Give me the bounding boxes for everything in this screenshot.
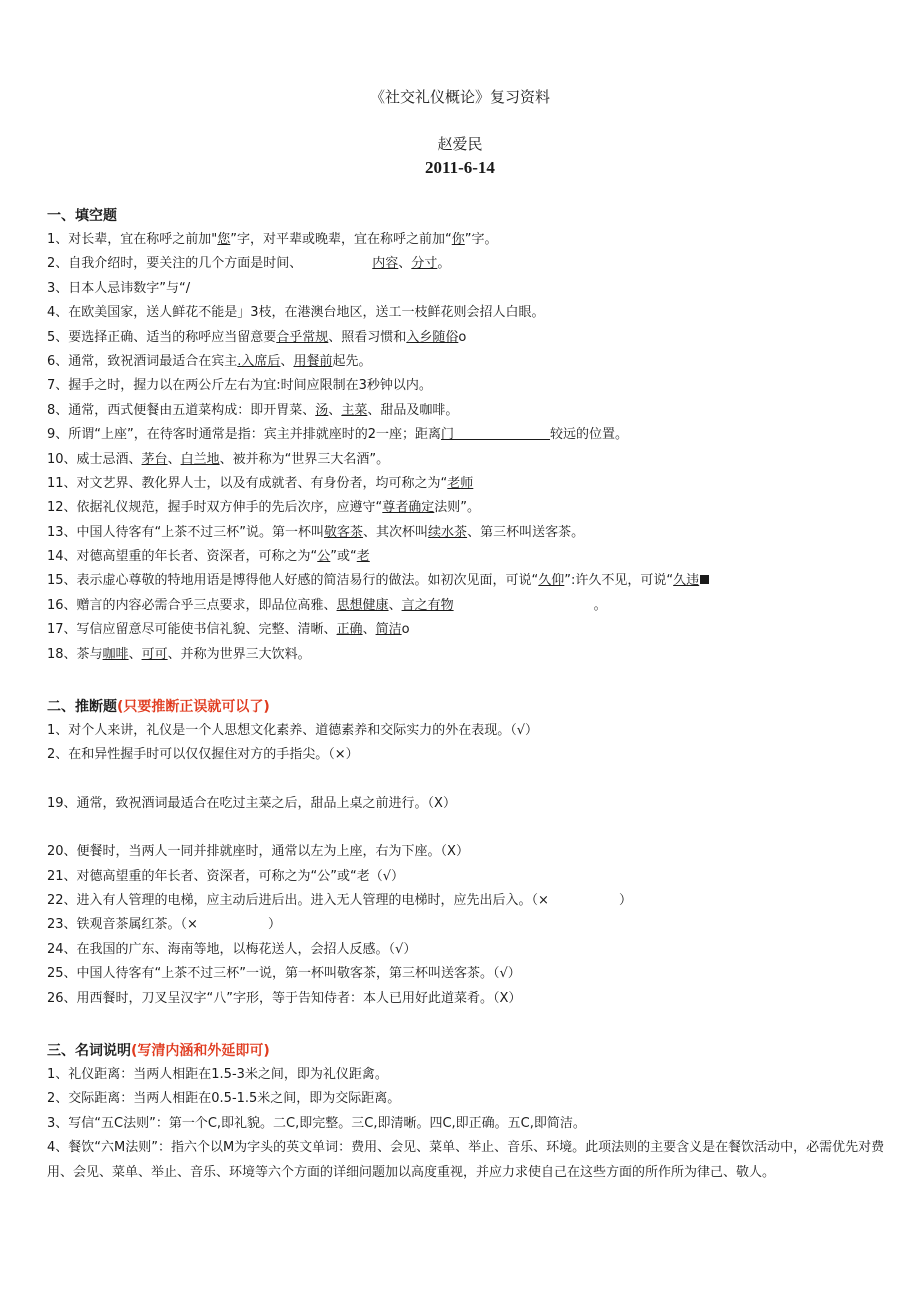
question-text: 3、写信“五C法则”：第一个C,即礼貌。二C,即完整。三C,即清晰。四C,即正确。五C,即简洁。 — [47, 1115, 586, 1131]
section-fill-in-blank — [47, 206, 897, 667]
question-text: 、被并称为“世界三大名酒”。 — [219, 451, 390, 467]
answer-text: 白兰地 — [180, 451, 220, 467]
question-line — [47, 569, 897, 593]
question-text: 4、在欧美国家，送人鲜花不能是」3枝，在港澳台地区，送工一枝鲜花则会招人白眼。 — [47, 305, 545, 321]
question-text: 、 — [128, 646, 142, 662]
question-text: ”或“ — [330, 549, 357, 565]
answer-text: 入乡随俗 — [406, 329, 459, 345]
question-line — [47, 792, 897, 816]
document-author: 赵爱民 — [437, 135, 483, 153]
question-line — [47, 545, 897, 569]
answer-text: .入席后 — [237, 353, 281, 369]
question-text: 19、通常，致祝酒词最适合在吃过主菜之后，甜品上桌之前进行。（X） — [47, 795, 456, 811]
question-text: 26、用西餐时，刀叉呈汉字“八”字形，等于告知侍者：本人已用好此道菜肴。（X） — [47, 990, 522, 1006]
question-line — [47, 938, 897, 962]
question-text: 、 — [398, 256, 412, 272]
question-text: o — [401, 622, 410, 638]
question-text: 、第三杯叫送客茶。 — [467, 524, 585, 540]
answer-text: 汤 — [315, 402, 329, 418]
answer-text: 久仰 — [538, 573, 565, 589]
question-line — [47, 743, 897, 767]
question-text: 21、对德高望重的年长者、资深者，可称之为“公”或“老（√） — [47, 868, 405, 884]
question-text: 、并称为世界三大饮料。 — [167, 646, 311, 662]
question-line — [47, 496, 897, 520]
question-text: 17、写信应留意尽可能使书信礼貌、完整、清晰、 — [47, 622, 337, 638]
answer-text: 咖啡 — [102, 646, 129, 662]
question-line — [47, 1112, 897, 1136]
answer-text: 尊者确定 — [382, 500, 435, 516]
question-line — [47, 618, 897, 642]
answer-text: 用餐前 — [293, 353, 333, 369]
question-line — [47, 1063, 897, 1087]
answer-text: 分寸 — [411, 256, 438, 272]
answer-text: 敬客茶 — [324, 524, 364, 540]
question-text: 起先。 — [332, 353, 372, 369]
question-line — [47, 350, 897, 374]
document-date: 2011-6-14 — [425, 158, 495, 177]
question-line — [47, 840, 897, 864]
question-text: 6、通常，致祝酒词最适合在宾主 — [47, 353, 238, 369]
question-text: 25、中国人待客有“上茶不过三杯”一说，第一杯叫敬客茶，第三杯叫送客茶。（√） — [47, 966, 521, 982]
section-title — [47, 206, 897, 228]
answer-text: 公 — [317, 549, 331, 565]
question-text: 、 — [167, 451, 181, 467]
answer-text: 你 — [451, 232, 465, 247]
question-text: 7、握手之时，握力以在两公斤左右为宜:时间应限制在3秒钟以内。 — [47, 378, 432, 394]
question-text: 法则”。 — [434, 500, 481, 516]
question-line — [47, 423, 897, 447]
blank-line — [454, 425, 550, 440]
section-true-false — [47, 697, 897, 1011]
section-title-text: 一、填空题 — [47, 208, 117, 224]
question-text: 。 — [593, 597, 607, 613]
question-text: 、其次杯叫 — [363, 524, 429, 540]
question-text: o — [458, 329, 467, 345]
question-text: 8、通常，西式便餐由五道菜构成：即开胃菜、 — [47, 402, 316, 418]
question-paragraph: 4、餐饮“六M法则”：指六个以M为字头的英文单词：费用、会见、菜单、举止、音乐、环境。此项法则的主要含义是在餐饮活动中，必需优先对费用、会见、菜单、举止、音乐、环境等六个方面的详细问题加以高度重视，并应力求使自己在这些方面的所作所为律己、敬人。 — [47, 1140, 885, 1180]
question-text: 22、进入有人管理的电梯，应主动后进后出。进入无人管理的电梯时，应先出后入。（× — [47, 892, 549, 908]
question-text: 20、便餐时，当两人一同并排就座时，通常以左为上座，右为下座。（X） — [47, 844, 469, 860]
question-text: 24、在我国的广东、海南等地，以梅花送人，会招人反感。（√） — [47, 941, 417, 957]
question-line — [47, 277, 897, 301]
question-text: 、照看习惯和 — [328, 329, 407, 345]
section-title-text: 三、名词说明 — [47, 1043, 131, 1059]
answer-text: 老 — [356, 549, 370, 565]
answer-text: 内容 — [372, 256, 399, 272]
answer-text: 合乎常规 — [276, 329, 329, 345]
section-note: (只要推断正误就可以了) — [117, 699, 270, 715]
question-line — [47, 448, 897, 472]
section-title — [47, 1041, 897, 1063]
answer-text: 言之有物 — [401, 597, 454, 613]
question-line — [47, 594, 897, 618]
question-line — [47, 913, 897, 937]
question-text: 1、礼仪距离：当两人相距在1.5-3米之间，即为礼仪距禽。 — [47, 1067, 388, 1082]
question-line — [47, 399, 897, 423]
question-text: 15、表示虚心尊敬的特地用语是博得他人好感的简洁易行的做法。如初次见面，可说“ — [47, 573, 539, 589]
question-line — [47, 1087, 897, 1111]
question-text: 1、对长辈，宜在称呼之前加" — [47, 232, 218, 247]
question-line — [47, 987, 897, 1011]
answer-text: 久违 — [673, 573, 700, 589]
question-text: 1、对个人来讲，礼仪是一个人思想文化素养、道德素养和交际实力的外在表现。（√） — [47, 723, 539, 738]
question-line — [47, 889, 897, 913]
question-text: 、甜品及咖啡。 — [367, 402, 459, 418]
spacer — [47, 816, 897, 840]
question-text: 12、依据礼仪规范，握手时双方伸手的先后次序，应遵守“ — [47, 500, 383, 516]
answer-text: 主菜 — [341, 402, 368, 418]
question-text: 16、赠言的内容必需合乎三点要求，即品位高雅、 — [47, 597, 337, 613]
question-text: 10、威士忌酒、 — [47, 451, 142, 467]
answer-text: 老师 — [447, 475, 474, 491]
section-title-text: 二、推断题 — [47, 699, 117, 715]
question-text: ”:许久不见，可说“ — [564, 573, 674, 589]
question-line — [47, 521, 897, 545]
question-text: 9、所谓“上座”，在待客时通常是指：宾主并排就座时的2一座；距离 — [47, 427, 442, 443]
question-text: 5、要选择正确、适当的称呼应当留意要 — [47, 329, 277, 345]
question-text: 2、交际距离：当两人相距在0.5-1.5米之间，即为交际距离。 — [47, 1091, 401, 1107]
section-title — [47, 697, 897, 719]
question-line — [47, 252, 897, 276]
question-text: 、 — [280, 353, 294, 369]
question-line — [47, 374, 897, 398]
question-text: 、 — [328, 402, 342, 418]
section-term-explanation — [47, 1041, 897, 1185]
question-text: ） — [267, 917, 281, 933]
question-line — [47, 472, 897, 496]
question-line — [47, 643, 897, 667]
spacer — [47, 768, 897, 792]
question-text: 23、铁观音茶属红茶。（× — [47, 917, 198, 933]
answer-text: 正确 — [336, 622, 363, 638]
answer-text: 续水茶 — [428, 524, 468, 540]
answer-text: 您 — [217, 232, 231, 247]
question-text: ”字，对平辈或晚辈，宜在称呼之前加“ — [230, 232, 452, 247]
section-note: (写清内涵和外延即可) — [131, 1043, 270, 1059]
question-text: 。 — [437, 256, 451, 272]
answer-text: 可可 — [141, 646, 168, 662]
question-text: 2、自我介绍时，要关注的几个方面是时间、 — [47, 256, 303, 272]
question-text: ”字。 — [464, 232, 498, 247]
question-text: 2、在和异性握手时可以仅仅握住对方的手指尖。（×） — [47, 747, 359, 763]
question-line — [47, 719, 897, 743]
question-line — [47, 865, 897, 889]
question-text: 13、中国人待客有“上茶不过三杯”说。第一杯叫 — [47, 524, 325, 540]
question-line — [47, 326, 897, 350]
question-text: ） — [618, 892, 632, 908]
question-text: 18、茶与 — [47, 646, 103, 662]
question-text: 、 — [362, 622, 376, 638]
question-text: 14、对德高望重的年长者、资深者，可称之为“ — [47, 549, 318, 565]
question-text: 较远的位置。 — [550, 427, 629, 443]
question-text: 3、日本人忌讳数字”与“/ — [47, 280, 191, 296]
document-title: 《社交礼仪概论》复习资料 — [369, 88, 550, 106]
answer-text: 简洁 — [375, 622, 402, 638]
question-text: 11、对文艺界、教化界人士，以及有成就者、有身份者，均可称之为“ — [47, 475, 448, 491]
answer-text: 茅台 — [141, 451, 168, 467]
question-line — [47, 301, 897, 325]
question-text: 、 — [388, 597, 402, 613]
answer-text: 门 — [441, 427, 455, 443]
question-line — [47, 962, 897, 986]
black-square-icon — [700, 575, 709, 584]
answer-text: 思想健康 — [336, 597, 389, 613]
question-line — [47, 228, 897, 252]
